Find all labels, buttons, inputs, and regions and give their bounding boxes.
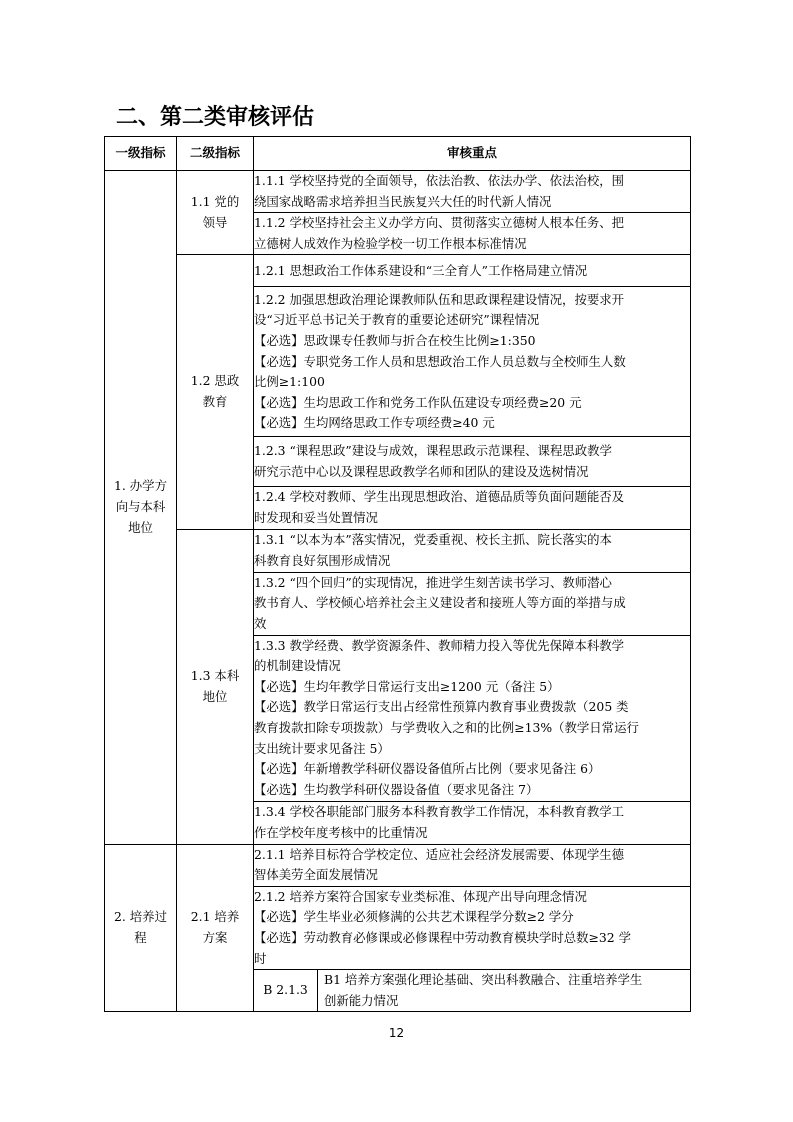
table-row [105,255,691,287]
page-number: 12 [388,1026,405,1040]
focus-point-2-1-3: B 2.1.3 B1 培养方案强化理论基础、突出科教融合、注重培养学生 创新能力情况 [254,970,691,1012]
review-table [104,136,691,1012]
level1-indicator-1: 1. 办学方 向与本科 地位 [105,171,177,845]
table-row [105,844,691,886]
focus-point-2-1-2: 2.1.2 培养方案符合国家专业类标准、体现产出导向理念情况 【必选】学生毕业必须修满的公共艺术课程学分数≥2 学分 【必选】劳动教育必修课或必修课程中劳动教育模块学时总数≥32 学 时 [254,886,691,969]
level2-indicator-1-3: 1.3 本科 地位 [177,529,254,844]
focus-point-1-3-3: 1.3.3 教学经费、教学资源条件、教师精力投入等优先保障本科教学 的机制建设情况 【必选】生均年教学日常运行支出≥1200 元（备注 5） 【必选】教学日常运行支出占经常性预算内教育事业费拨款（205 类 教育拨款扣除专项拨款）与学费收入之和的比例≥13%（教学日常运行 支出统计要求见备注 5） 【必选】年新增教学科研仪器设备值所占比例（要求见备注 6） 【必选】生均教学科研仪器设备值（要求见备注 7） [254,635,691,801]
point-code: B 2.1.3 [254,970,318,1011]
header-level2: 二级指标 [177,137,254,171]
focus-point-1-2-2: 1.2.2 加强思想政治理论课教师队伍和思政课程建设情况，按要求开 设“习近平总书记关于教育的重要论述研究”课程情况 【必选】思政课专任教师与折合在校生比例≥1:350 【必选】专职党务工作人员和思想政治工作人员总数与全校师生人数 比例≥1:100 【必选】生均思政工作和党务工作队伍建设专项经费≥20 元 【必选】生均网络思政工作专项经费≥40 元 [254,287,691,437]
focus-point-1-3-1: 1.3.1 “以本为本”落实情况，党委重视、校长主抓、院长落实的本 科教育良好氛围形成情况 [254,529,691,572]
table-row [105,171,691,213]
level2-indicator-1-1: 1.1 党的 领导 [177,171,254,255]
focus-point-1-3-4: 1.3.4 学校各职能部门服务本科教育教学工作情况，本科教育教学工 作在学校年度考核中的比重情况 [254,801,691,844]
level2-indicator-2-1: 2.1 培养 方案 [177,844,254,1012]
level1-indicator-2: 2. 培养过 程 [105,844,177,1012]
table-row [105,529,691,572]
table-header-row [105,137,691,171]
focus-point-1-3-2: 1.3.2 “四个回归”的实现情况，推进学生刻苦读书学习、教师潜心 教书育人、学校倾心培养社会主义建设者和接班人等方面的举措与成 效 [254,572,691,635]
level2-indicator-1-2: 1.2 思政 教育 [177,255,254,529]
header-focus: 审核重点 [254,137,691,171]
focus-point-1-2-1: 1.2.1 思想政治工作体系建设和“三全育人”工作格局建立情况 [254,255,691,287]
focus-point-1-2-3: 1.2.3 “课程思政”建设与成效，课程思政示范课程、课程思政教学 研究示范中心以及课程思政教学名师和团队的建设及选树情况 [254,437,691,487]
focus-point-1-1-2: 1.1.2 学校坚持社会主义办学方向、贯彻落实立德树人根本任务、把 立德树人成效作为检验学校一切工作根本标准情况 [254,213,691,255]
focus-point-2-1-1: 2.1.1 培养目标符合学校定位、适应社会经济发展需要、体现学生德 智体美劳全面发展情况 [254,844,691,886]
focus-point-1-2-4: 1.2.4 学校对教师、学生出现思想政治、道德品质等负面问题能否及 时发现和妥当处置情况 [254,487,691,529]
focus-point-1-1-1: 1.1.1 学校坚持党的全面领导，依法治教、依法办学、依法治校，围 绕国家战略需求培养担当民族复兴大任的时代新人情况 [254,171,691,213]
header-level1: 一级指标 [105,137,177,171]
page-title: 二、第二类审核评估 [116,105,315,130]
